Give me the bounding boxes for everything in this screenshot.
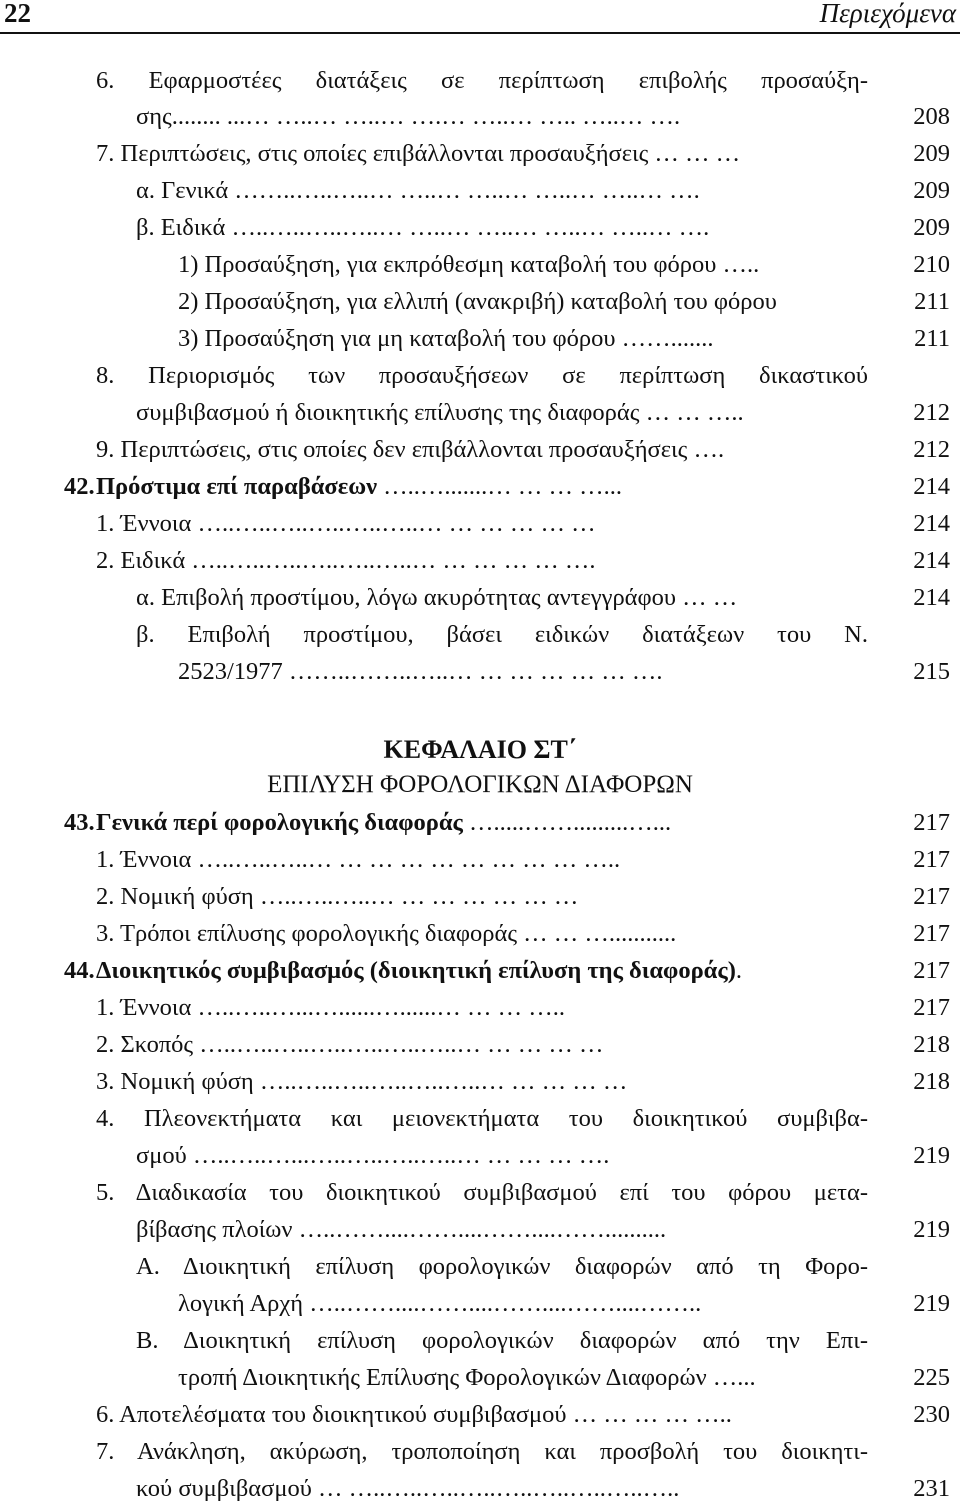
header-rule <box>0 32 960 34</box>
toc-entry: κού συμβιβασμού … …..…..…..…..…..…..…..…..….. 231 <box>136 1475 950 1502</box>
toc-entry: β. Επιβολή προστίμου, βάσει ειδικών διατάξεων του Ν. <box>136 621 868 648</box>
toc-entry: 7. Ανάκληση, ακύρωση, τροποποίηση και προσβολή του διοικητι- <box>96 1438 868 1465</box>
toc-entry: 6. Αποτελέσματα του διοικητικού συμβιβασμού … … … … ….. 230 <box>96 1401 950 1428</box>
toc-entry: 2) Προσαύξηση, για ελλιπή (ανακριβή) καταβολή του φόρου 211 <box>178 288 950 315</box>
toc-entry: 1. Έννοια …..…..…..…..…..…..… … … … … … 214 <box>96 510 950 537</box>
toc-entry: Β. Διοικητική επίλυση φορολογικών διαφορών από την Επι- <box>136 1327 868 1354</box>
toc-entry: β. Ειδικά …..…..…..…..… …..… …..… …..… …..… …. 209 <box>136 214 950 241</box>
toc-entry: 5. Διαδικασία του διοικητικού συμβιβασμού επί του φόρου μετα- <box>96 1179 868 1206</box>
running-title: Περιεχόμενα <box>819 0 956 28</box>
toc-entry: 6. Εφαρμοστέες διατάξεις σε περίπτωση επιβολής προσαύξη- <box>96 67 868 94</box>
toc-entry: τροπή Διοικητικής Επίλυσης Φορολογικών Διαφορών …... 225 <box>178 1364 950 1391</box>
toc-entry: α. Επιβολή προστίμου, λόγω ακυρότητας αντεγγράφου … … 214 <box>136 584 950 611</box>
toc-entry: 1. Έννοια …..…..…...…......…......… … … ….. 217 <box>96 994 950 1021</box>
toc-entry: λογική Αρχή …..……....……....……....……....…….. 219 <box>178 1290 950 1317</box>
toc-entry: 3) Προσαύξηση για μη καταβολή του φόρου ……....... 211 <box>178 325 950 352</box>
toc-section-43: 43. Γενικά περί φορολογικής διαφοράς ….....…….........…... 217 <box>64 809 950 836</box>
chapter-title: ΚΕΦΑΛΑΙΟ ΣΤ΄ <box>383 735 577 764</box>
toc-entry: 2523/1977 ……..……..…..… … … … … … …. 215 <box>178 658 950 685</box>
toc-entry: 2. Ειδικά …..…..…..…..…..…..… … … … … …. 214 <box>96 547 950 574</box>
toc-entry: βίβασης πλοίων …..……....……....……....…….......... 219 <box>136 1216 950 1243</box>
page-number: 22 <box>4 0 31 28</box>
toc-entry: α. Γενικά ……..…..…..… …..… …..… …..… …..… …. 209 <box>136 177 950 204</box>
toc-entry: σμού …..…..…...…..…..…..…..… … … … …. 219 <box>136 1142 950 1169</box>
toc-section-44: 44. Διοικητικός συμβιβασμός (διοικητική επίλυση της διαφοράς). 217 <box>64 957 950 984</box>
toc-entry: 2. Νομική φύση …..…..…..… … … … … … … 217 <box>96 883 950 910</box>
toc-entry: 3. Τρόποι επίλυσης φορολογικής διαφοράς … … …........... 217 <box>96 920 950 947</box>
toc-entry: 4. Πλεονεκτήματα και μειονεκτήματα του διοικητικού συμβιβα- <box>96 1105 868 1132</box>
toc-entry: 3. Νομική φύση …..…..…..…..…..…..… … … … … 218 <box>96 1068 950 1095</box>
toc-entry: συμβιβασμού ή διοικητικής επίλυσης της διαφοράς … … ….. 212 <box>136 399 950 426</box>
page-header <box>0 0 960 40</box>
toc-section-42: 42. Πρόστιμα επί παραβάσεων …..….......… … … …... 214 <box>64 473 950 500</box>
toc-entry: 2. Σκοπός …..…..…..…..…..…..…..… … … … … 218 <box>96 1031 950 1058</box>
toc-entry: Α. Διοικητική επίλυση φορολογικών διαφορών από τη Φορο- <box>136 1253 868 1280</box>
toc-entry: 7. Περιπτώσεις, στις οποίες επιβάλλονται προσαυξήσεις … … … 209 <box>96 140 950 167</box>
toc-entry: 1. Έννοια …..…..…..… … … … … … … … … ….. 217 <box>96 846 950 873</box>
chapter-subtitle: ΕΠΙΛΥΣΗ ΦΟΡΟΛΟΓΙΚΩΝ ΔΙΑΦΟΡΩΝ <box>267 771 693 798</box>
toc-entry: σης........ ...… …..… …..… ….… …..… ….. …..… …. 208 <box>136 103 950 130</box>
toc-entry: 8. Περιορισμός των προσαυξήσεων σε περίπτωση δικαστικού <box>96 362 868 389</box>
toc-entry: 1) Προσαύξηση, για εκπρόθεσμη καταβολή του φόρου ….. 210 <box>178 251 950 278</box>
toc-entry: 9. Περιπτώσεις, στις οποίες δεν επιβάλλονται προσαυξήσεις …. 212 <box>96 436 950 463</box>
